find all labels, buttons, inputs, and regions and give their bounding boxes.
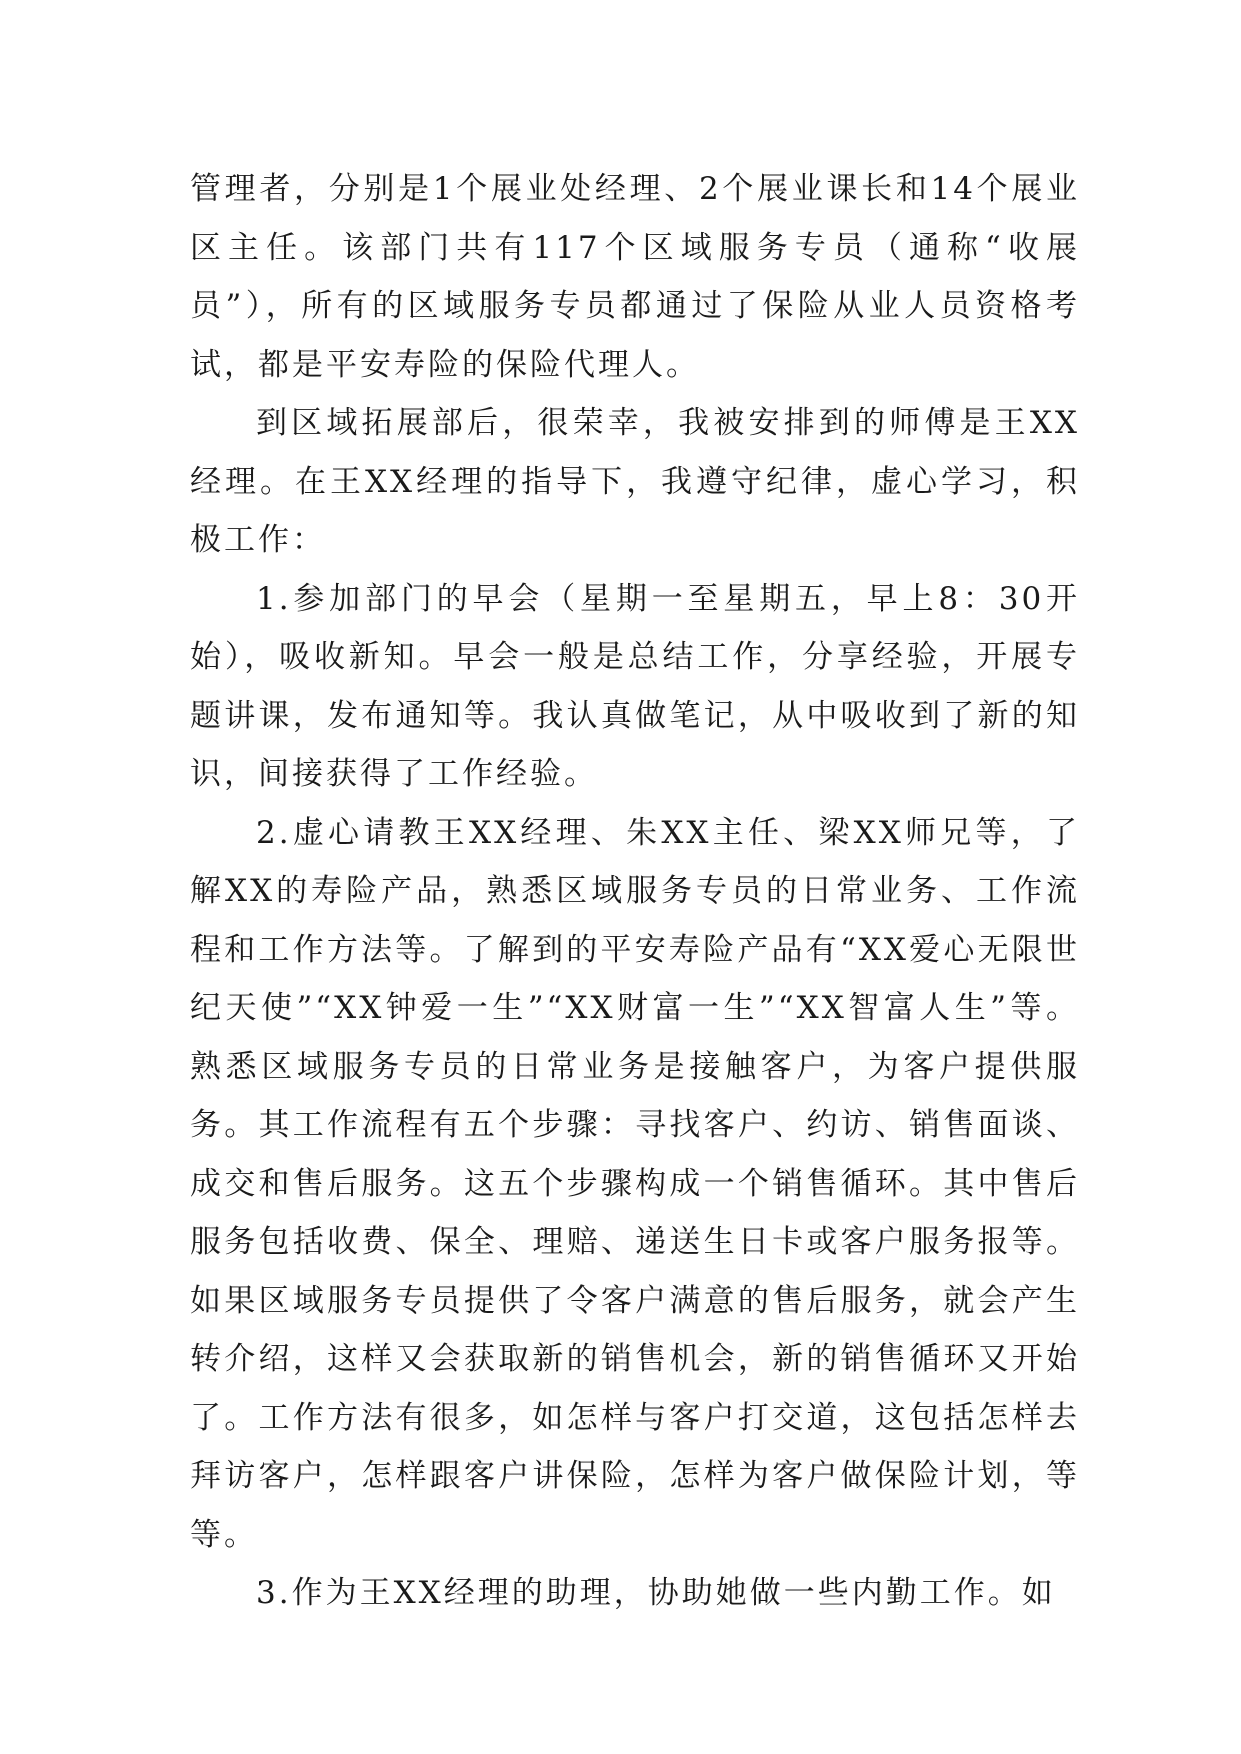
paragraph-morning-meeting: 1.参加部门的早会（星期一至星期五，早上8：30开始），吸收新知。早会一般是总结工作，分享经验，开展专题讲课，发布通知等。我认真做笔记，从中吸收到了新的知识，间接获得了工作经验。 (190, 580, 1080, 792)
paragraph-assistant: 3.作为王XX经理的助理，协助她做一些内勤工作。如 (256, 1575, 1056, 1611)
paragraph-mentor: 到区域拓展部后，很荣幸，我被安排到的师傅是王XX经理。在王XX经理的指导下，我遵守纪律，虚心学习，积极工作： (190, 405, 1080, 558)
paragraph-managers: 管理者，分别是1个展业处经理、2个展业课长和14个展业区主任。该部门共有117个区域服务专员（通称“收展员”），所有的区域服务专员都通过了保险从业人员资格考试，都是平安寿险的保险代理人。 (190, 171, 1080, 383)
paragraph-learning: 2.虚心请教王XX经理、朱XX主任、梁XX师兄等，了解XX的寿险产品，熟悉区域服务专员的日常业务、工作流程和工作方法等。了解到的平安寿险产品有“XX爱心无限世纪天使”“XX钟爱一生”“XX财富一生”“XX智富人生”等。熟悉区域服务专员的日常业务是接触客户，为客户提供服务。其工作流程有五个步骤：寻找客户、约访、销售面谈、成交和售后服务。这五个步骤构成一个销售循环。其中售后服务包括收费、保全、理赔、递送生日卡或客户服务报等。如果区域服务专员提供了令客户满意的售后服务，就会产生转介绍，这样又会获取新的销售机会，新的销售循环又开始了。工作方法有很多，如怎样与客户打交道，这包括怎样去拜访客户，怎样跟客户讲保险，怎样为客户做保险计划，等等。 (190, 814, 1080, 1553)
document-body (190, 160, 1080, 1623)
